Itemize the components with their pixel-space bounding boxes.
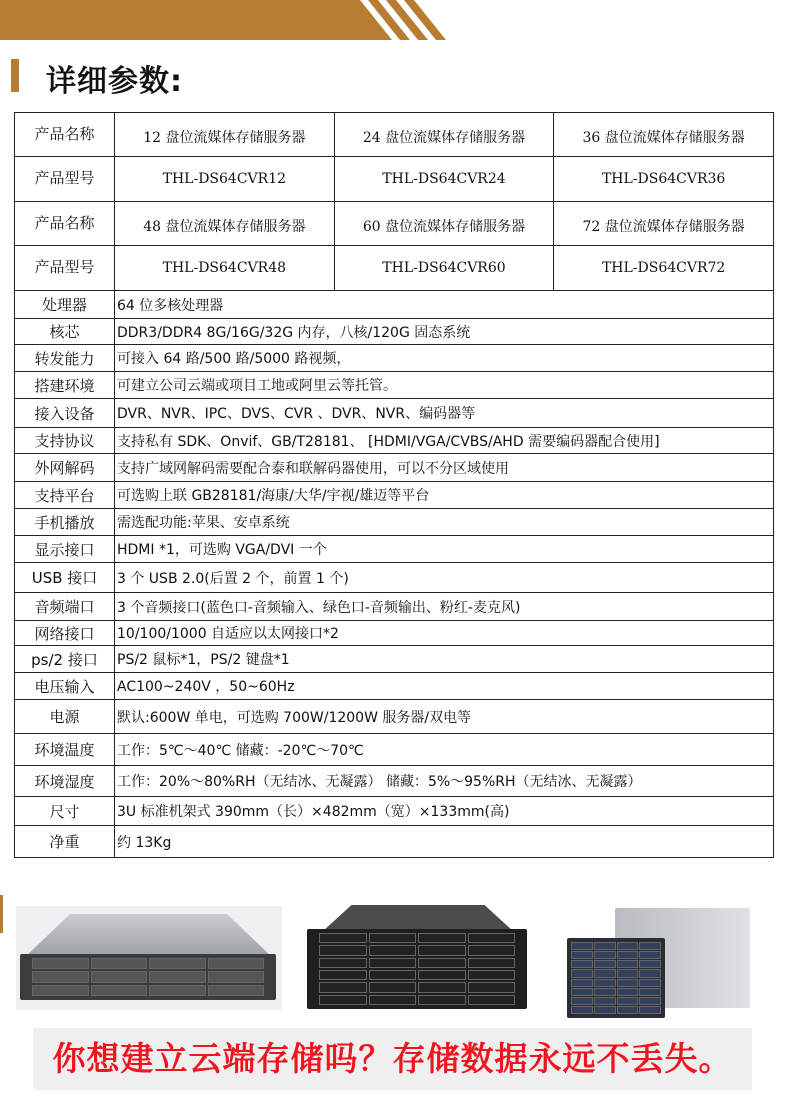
spec-row (15, 700, 774, 734)
product-cell: THL-DS64CVR72 (554, 246, 774, 291)
row-label: 产品型号 (15, 246, 115, 291)
product-row (15, 113, 774, 157)
spec-value: PS/2 鼠标*1，PS/2 键盘*1 (115, 646, 774, 673)
spec-label: 电源 (15, 700, 115, 734)
spec-value: 支持广域网解码需要配合泰和联解码器使用，可以不分区域使用 (115, 454, 774, 482)
spec-row (15, 454, 774, 482)
product-cell: 36 盘位流媒体存储服务器 (554, 113, 774, 157)
spec-value: 3 个音频接口(蓝色口-音频输入、绿色口-音频输出、粉红-麦克风) (115, 593, 774, 621)
product-cell: 24 盘位流媒体存储服务器 (334, 113, 554, 157)
spec-label: USB 接口 (15, 563, 115, 593)
spec-value: 10/100/1000 自适应以太网接口*2 (115, 621, 774, 646)
heading-accent-bar (11, 59, 19, 92)
product-row (15, 246, 774, 291)
spec-value: 约 13Kg (115, 826, 774, 858)
spec-row (15, 621, 774, 646)
spec-label: 尺寸 (15, 797, 115, 826)
spec-label: 转发能力 (15, 345, 115, 372)
spec-row (15, 319, 774, 345)
product-cell: THL-DS64CVR12 (115, 157, 335, 202)
spec-row (15, 734, 774, 766)
spec-row (15, 826, 774, 858)
row-label: 产品名称 (15, 113, 115, 157)
server-image-12bay (16, 906, 282, 1010)
spec-value: 工作：20%～80%RH（无结冰、无凝露） 储藏：5%～95%RH（无结冰、无凝露） (115, 766, 774, 797)
spec-label: 核芯 (15, 319, 115, 345)
spec-value: AC100~240V ，50~60Hz (115, 673, 774, 700)
spec-row (15, 797, 774, 826)
product-cell: 60 盘位流媒体存储服务器 (334, 202, 554, 246)
product-cell: 48 盘位流媒体存储服务器 (115, 202, 335, 246)
spec-table (14, 112, 774, 858)
spec-value: 64 位多核处理器 (115, 291, 774, 319)
product-row (15, 157, 774, 202)
spec-value: 3U 标准机架式 390mm（长）×482mm（宽）×133mm(高) (115, 797, 774, 826)
spec-label: ps/2 接口 (15, 646, 115, 673)
product-cell: THL-DS64CVR24 (334, 157, 554, 202)
spec-label: 支持平台 (15, 482, 115, 509)
spec-label: 环境温度 (15, 734, 115, 766)
spec-label: 音频端口 (15, 593, 115, 621)
spec-value: 可接入 64 路/500 路/5000 路视频， (115, 345, 774, 372)
product-cell: 72 盘位流媒体存储服务器 (554, 202, 774, 246)
spec-value: 3 个 USB 2.0(后置 2 个，前置 1 个) (115, 563, 774, 593)
spec-value: 默认:600W 单电，可选购 700W/1200W 服务器/双电等 (115, 700, 774, 734)
slogan-banner: 你想建立云端存储吗？存储数据永远不丢失。 (33, 1028, 752, 1090)
row-label: 产品型号 (15, 157, 115, 202)
spec-value: DVR、NVR、IPC、DVS、CVR 、DVR、NVR、编码器等 (115, 399, 774, 428)
spec-label: 手机播放 (15, 509, 115, 536)
product-cell: THL-DS64CVR36 (554, 157, 774, 202)
spec-row (15, 766, 774, 797)
row-label: 产品名称 (15, 202, 115, 246)
header-banner (0, 0, 450, 40)
side-accent-bar (0, 895, 3, 933)
spec-row (15, 509, 774, 536)
product-cell: THL-DS64CVR60 (334, 246, 554, 291)
spec-label: 处理器 (15, 291, 115, 319)
spec-value: 可选购上联 GB28181/海康/大华/宇视/雄迈等平台 (115, 482, 774, 509)
spec-label: 搭建环境 (15, 372, 115, 399)
spec-row (15, 399, 774, 428)
product-cell: 12 盘位流媒体存储服务器 (115, 113, 335, 157)
spec-row (15, 673, 774, 700)
spec-row (15, 646, 774, 673)
spec-row (15, 563, 774, 593)
spec-row (15, 345, 774, 372)
server-image-36bay (555, 908, 752, 1023)
product-cell: THL-DS64CVR48 (115, 246, 335, 291)
spec-row (15, 428, 774, 454)
spec-label: 净重 (15, 826, 115, 858)
page-title: 详细参数: (46, 64, 183, 99)
server-image-24bay (305, 905, 530, 1010)
spec-row (15, 536, 774, 563)
product-row (15, 202, 774, 246)
spec-label: 显示接口 (15, 536, 115, 563)
spec-value: 工作：5℃～40℃ 储藏：-20℃～70℃ (115, 734, 774, 766)
spec-label: 接入设备 (15, 399, 115, 428)
spec-row (15, 372, 774, 399)
spec-label: 电压输入 (15, 673, 115, 700)
spec-value: 可建立公司云端或项目工地或阿里云等托管。 (115, 372, 774, 399)
spec-row (15, 482, 774, 509)
spec-label: 外网解码 (15, 454, 115, 482)
spec-label: 支持协议 (15, 428, 115, 454)
spec-row (15, 593, 774, 621)
spec-value: HDMI *1，可选购 VGA/DVI 一个 (115, 536, 774, 563)
spec-label: 环境湿度 (15, 766, 115, 797)
spec-value: 支持私有 SDK、Onvif、GB/T28181、 [HDMI/VGA/CVBS/AHD 需要编码器配合使用] (115, 428, 774, 454)
spec-row (15, 291, 774, 319)
spec-label: 网络接口 (15, 621, 115, 646)
spec-value: DDR3/DDR4 8G/16G/32G 内存，八核/120G 固态系统 (115, 319, 774, 345)
spec-value: 需选配功能:苹果、安卓系统 (115, 509, 774, 536)
